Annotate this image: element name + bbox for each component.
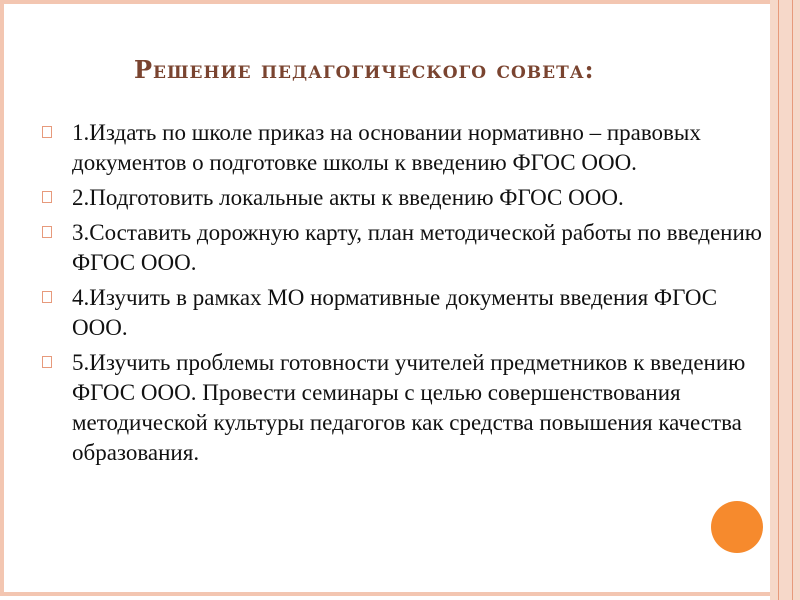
- bullet-square-icon: [42, 226, 52, 238]
- decision-item: [42, 118, 772, 178]
- side-stripe: [770, 0, 800, 600]
- decision-item-text: 4.Изучить в рамках МО нормативные документы введения ФГОС ООО.: [72, 285, 718, 340]
- bullet-square-icon: [42, 191, 52, 203]
- decision-item: [42, 348, 772, 468]
- decision-item: [42, 183, 772, 213]
- decision-item: [42, 218, 772, 278]
- side-stripe-line: [778, 0, 779, 600]
- decision-item: [42, 283, 772, 343]
- decision-item-text: 5.Изучить проблемы готовности учителей предметников к введению ФГОС ООО. Провести семинары с целью совершенствования методической культуры педагогов как средства повышения качества образования.: [72, 350, 746, 465]
- bullet-square-icon: [42, 126, 52, 138]
- decision-list: [42, 118, 772, 473]
- decision-item-text: 3.Составить дорожную карту, план методической работы по введению ФГОС ООО.: [72, 220, 762, 275]
- decision-item-text: 1.Издать по школе приказ на основании нормативно – правовых документов о подготовке школы к введению ФГОС ООО.: [72, 120, 701, 175]
- decision-item-text: 2.Подготовить локальные акты к введению ФГОС ООО.: [72, 185, 624, 210]
- bullet-square-icon: [42, 356, 52, 368]
- bullet-square-icon: [42, 291, 52, 303]
- side-stripe-line: [792, 0, 793, 600]
- decorative-circle: [711, 501, 763, 553]
- slide-title: Решение педагогического совета:: [134, 55, 595, 84]
